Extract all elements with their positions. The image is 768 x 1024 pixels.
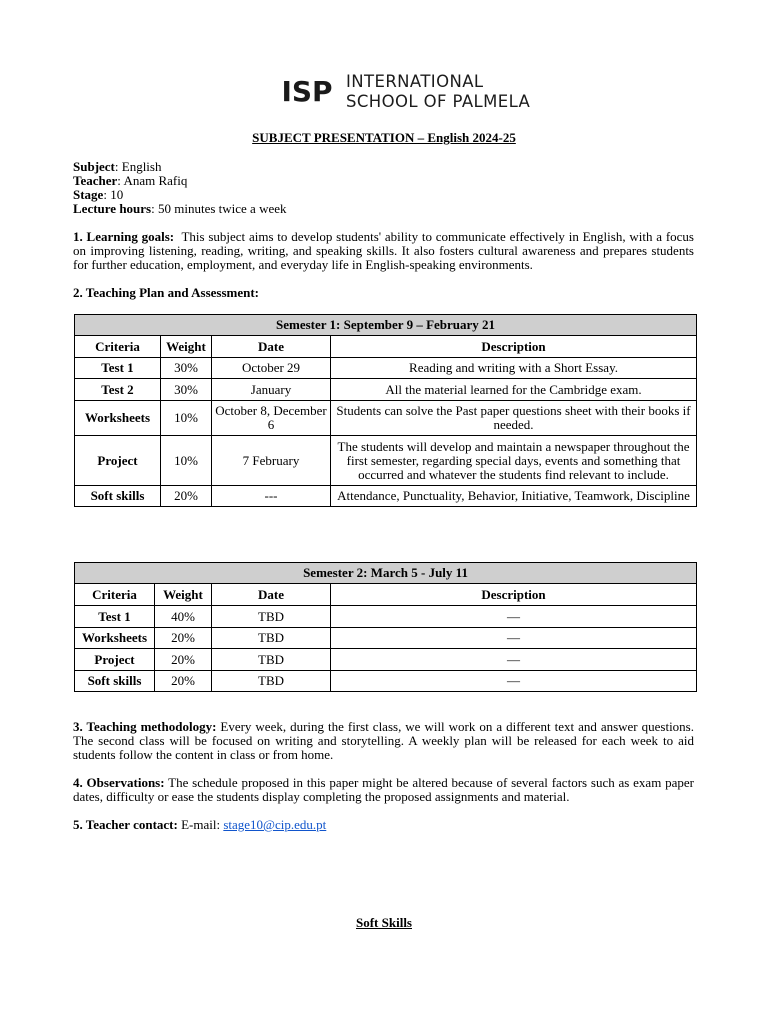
description-cell: Attendance, Punctuality, Behavior, Initiative, Teamwork, Discipline xyxy=(331,486,697,507)
table-row xyxy=(75,486,697,507)
info-label: Subject xyxy=(73,159,115,174)
info-value: : 50 minutes twice a week xyxy=(151,201,287,216)
weight-cell: 30% xyxy=(161,358,212,379)
info-label: Teacher xyxy=(73,173,118,188)
criteria-cell: Test 1 xyxy=(75,606,155,628)
date-cell: TBD xyxy=(212,671,331,692)
table-row xyxy=(75,401,697,436)
date-cell: --- xyxy=(212,486,331,507)
weight-cell: 10% xyxy=(161,401,212,436)
weight-cell: 30% xyxy=(161,379,212,401)
methodology-section xyxy=(73,720,694,762)
observations-label: 4. Observations: xyxy=(73,775,165,790)
info-label: Stage xyxy=(73,187,104,202)
description-cell: — xyxy=(331,628,697,649)
info-teacher xyxy=(73,174,287,188)
date-cell: TBD xyxy=(212,606,331,628)
semester-2-table xyxy=(74,562,697,692)
soft-skills-heading: Soft Skills xyxy=(356,915,412,930)
contact-prefix: E-mail: xyxy=(181,817,221,832)
column-header-date: Date xyxy=(212,584,331,606)
column-header-criteria: Criteria xyxy=(75,584,155,606)
date-cell: TBD xyxy=(212,649,331,671)
criteria-cell: Worksheets xyxy=(75,628,155,649)
info-value: : Anam Rafiq xyxy=(117,173,188,188)
info-subject xyxy=(73,160,287,174)
column-header-date: Date xyxy=(212,336,331,358)
semester-1-title: Semester 1: September 9 – February 21 xyxy=(75,315,697,336)
info-lecture-hours xyxy=(73,202,287,216)
criteria-cell: Project xyxy=(75,649,155,671)
contact-section xyxy=(73,818,694,832)
weight-cell: 20% xyxy=(161,486,212,507)
logo-line-2: SCHOOL OF PALMELA xyxy=(346,92,531,111)
methodology-text: Every week, during the first class, we will work on a different text and answer questions. The second class will be focused on writing and storytelling. A weekly plan will be released for each week to aid students follow the content in class or from home. xyxy=(73,719,694,762)
info-stage xyxy=(73,188,287,202)
learning-goals-text: This subject aims to develop students' ability to communicate effectively in English, with a focus on improving listening, reading, writing, and speaking skills. It also fosters cultural awareness and prepares students for further education, employment, and everyday life in English-speaking environments. xyxy=(73,229,694,272)
criteria-cell: Test 2 xyxy=(75,379,161,401)
description-cell: All the material learned for the Cambridge exam. xyxy=(331,379,697,401)
table-row xyxy=(75,671,697,692)
column-header-weight: Weight xyxy=(161,336,212,358)
info-label: Lecture hours xyxy=(73,201,152,216)
description-cell: Students can solve the Past paper questions sheet with their books if needed. xyxy=(331,401,697,436)
learning-goals-label: 1. Learning goals: xyxy=(73,229,175,244)
observations-text: The schedule proposed in this paper might be altered because of several factors such as exam paper dates, difficulty or ease the students display completing the proposed assignments and material. xyxy=(73,775,694,804)
teaching-plan-label: 2. Teaching Plan and Assessment: xyxy=(73,285,260,300)
logo-letters: ISP xyxy=(281,75,333,108)
semester-1-table xyxy=(74,314,697,507)
weight-cell: 40% xyxy=(155,606,212,628)
column-header-weight: Weight xyxy=(155,584,212,606)
criteria-cell: Project xyxy=(75,436,161,486)
email-link[interactable]: stage10@cip.edu.pt xyxy=(223,817,327,832)
date-cell: October 29 xyxy=(212,358,331,379)
learning-goals-section xyxy=(73,230,694,272)
table-row xyxy=(75,436,697,486)
school-logo xyxy=(276,72,531,112)
column-header-description: Description xyxy=(331,336,697,358)
description-cell: Reading and writing with a Short Essay. xyxy=(331,358,697,379)
weight-cell: 20% xyxy=(155,628,212,649)
description-cell: — xyxy=(331,649,697,671)
description-cell: — xyxy=(331,606,697,628)
description-cell: The students will develop and maintain a newspaper throughout the first semester, regarding special days, events and something that occurred and whatever the students find relevant to include. xyxy=(331,436,697,486)
criteria-cell: Soft skills xyxy=(75,671,155,692)
description-cell: — xyxy=(331,671,697,692)
table-row xyxy=(75,358,697,379)
table-header-row xyxy=(75,584,697,606)
table-row xyxy=(75,628,697,649)
logo-line-1: INTERNATIONAL xyxy=(346,72,484,91)
date-cell: January xyxy=(212,379,331,401)
table-row xyxy=(75,379,697,401)
page-title: SUBJECT PRESENTATION – English 2024-25 xyxy=(252,130,516,145)
weight-cell: 20% xyxy=(155,649,212,671)
teaching-plan-heading xyxy=(73,286,694,300)
criteria-cell: Soft skills xyxy=(75,486,161,507)
table-row xyxy=(75,649,697,671)
table-header-row xyxy=(75,336,697,358)
logo-wordmark xyxy=(346,72,530,112)
isp-logo-mark-icon xyxy=(276,72,338,112)
info-value: : 10 xyxy=(103,187,124,202)
table-row xyxy=(75,606,697,628)
criteria-cell: Worksheets xyxy=(75,401,161,436)
methodology-label: 3. Teaching methodology: xyxy=(73,719,217,734)
weight-cell: 10% xyxy=(161,436,212,486)
column-header-criteria: Criteria xyxy=(75,336,161,358)
subject-info xyxy=(73,160,287,216)
weight-cell: 20% xyxy=(155,671,212,692)
date-cell: 7 February xyxy=(212,436,331,486)
criteria-cell: Test 1 xyxy=(75,358,161,379)
date-cell: October 8, December 6 xyxy=(212,401,331,436)
observations-section xyxy=(73,776,694,804)
semester-2-title: Semester 2: March 5 - July 11 xyxy=(75,563,697,584)
column-header-description: Description xyxy=(331,584,697,606)
info-value: : English xyxy=(114,159,162,174)
contact-label: 5. Teacher contact: xyxy=(73,817,178,832)
date-cell: TBD xyxy=(212,628,331,649)
